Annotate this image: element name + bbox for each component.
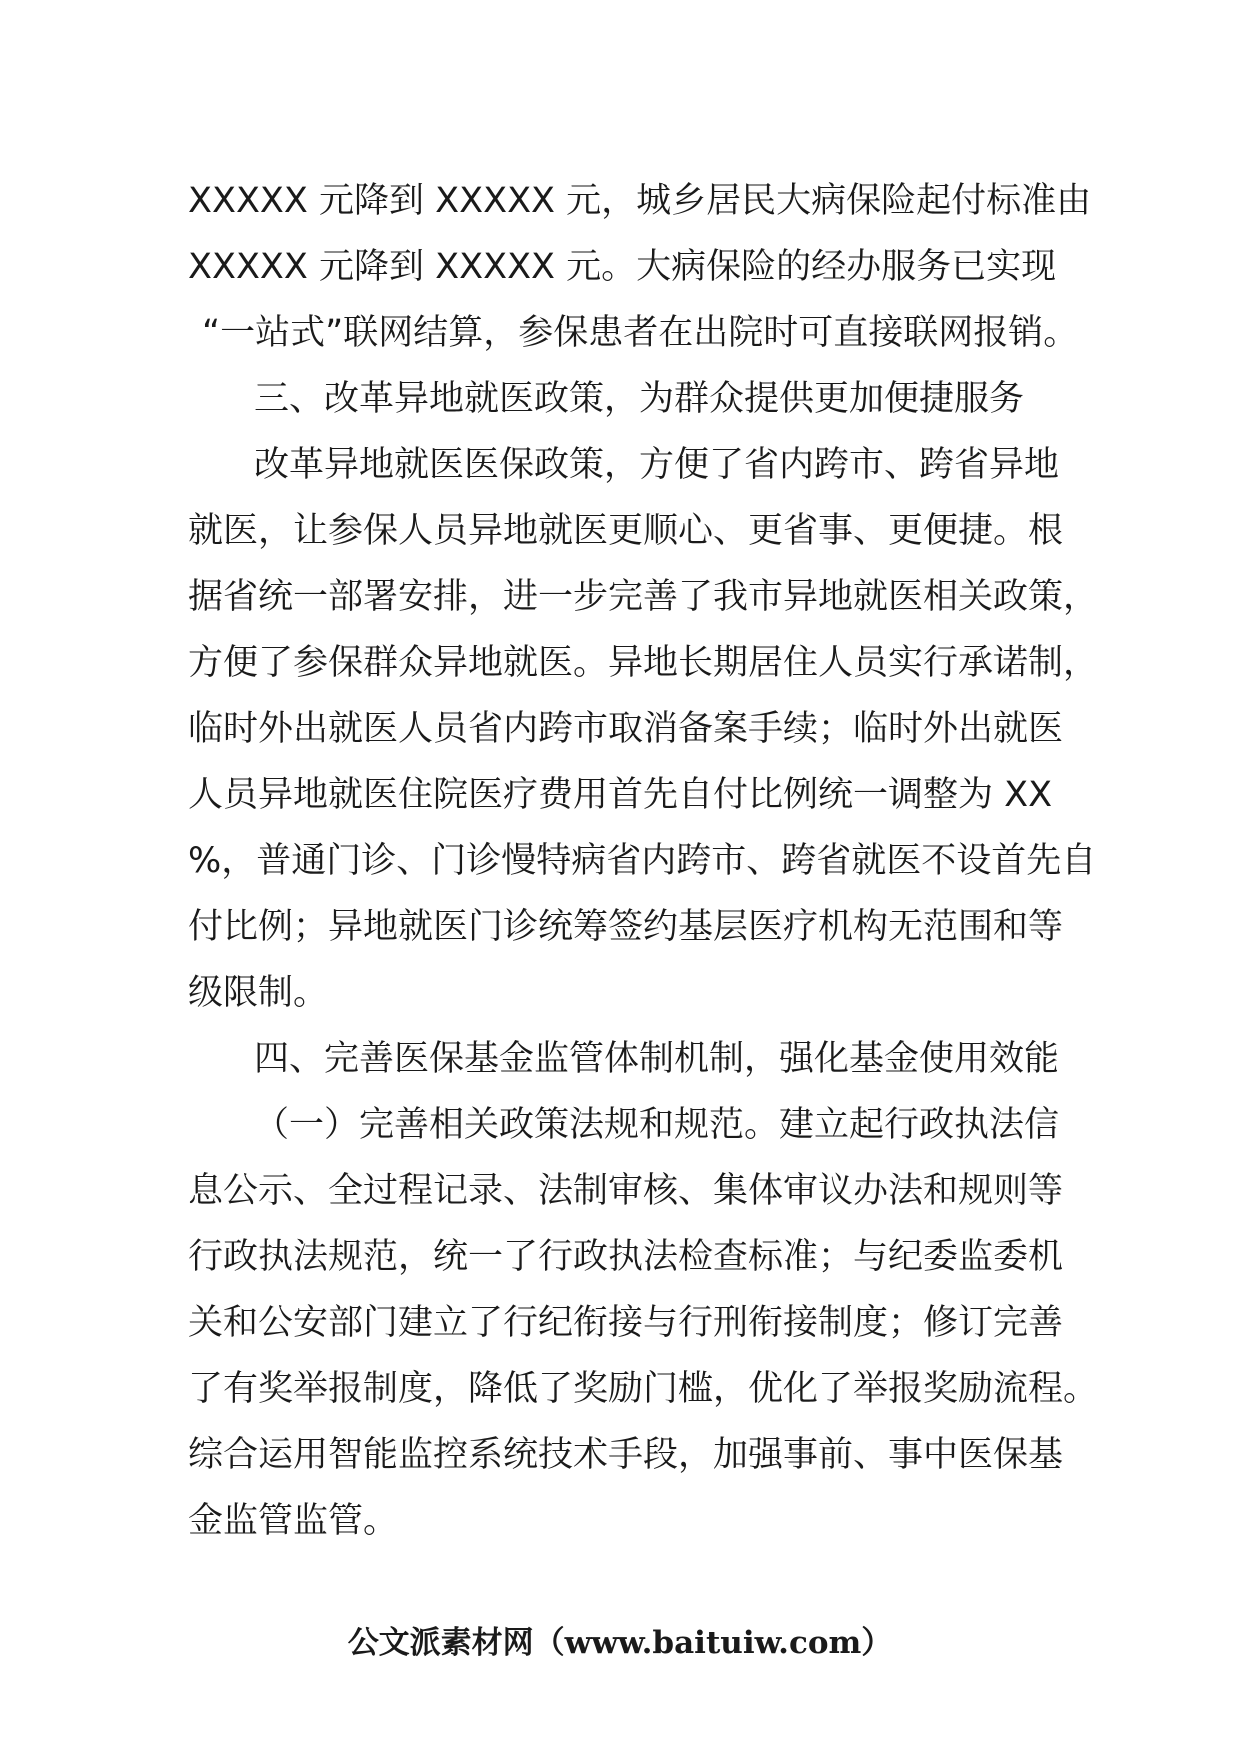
text-line: 三、改革异地就医政策，为群众提供更加便捷服务 xyxy=(254,379,1025,419)
text-line: %，普通门诊、门诊慢特病省内跨市、跨省就医不设首先自 xyxy=(188,841,1097,881)
text-line: 息公示、全过程记录、法制审核、集体审议办法和规则等 xyxy=(188,1171,1064,1211)
text-line: 级限制。 xyxy=(188,973,329,1013)
text-line: 临时外出就医人员省内跨市取消备案手续；临时外出就医 xyxy=(188,709,1064,749)
text-line: XXXXX 元降到 XXXXX 元。大病保险的经办服务已实现 xyxy=(188,247,1057,287)
text-line: 了有奖举报制度，降低了奖励门槛，优化了举报奖励流程。 xyxy=(188,1369,1099,1409)
text-line: 付比例；异地就医门诊统筹签约基层医疗机构无范围和等 xyxy=(188,907,1064,947)
text-line: 综合运用智能监控系统技术手段，加强事前、事中医保基 xyxy=(188,1435,1064,1475)
footer-watermark: 公文派素材网（www.baituiw.com） xyxy=(347,1625,893,1661)
text-line: 行政执法规范，统一了行政执法检查标准；与纪委监委机 xyxy=(188,1237,1064,1277)
text-line: 方便了参保群众异地就医。异地长期居住人员实行承诺制， xyxy=(188,643,1099,683)
text-line: 改革异地就医医保政策，方便了省内跨市、跨省异地 xyxy=(254,445,1060,485)
text-line: “一站式”联网结算，参保患者在出院时可直接联网报销。 xyxy=(202,313,1079,353)
text-line: 四、完善医保基金监管体制机制，强化基金使用效能 xyxy=(254,1039,1060,1079)
document-body xyxy=(188,168,1099,1554)
text-line: 人员异地就医住院医疗费用首先自付比例统一调整为 XX xyxy=(188,775,1053,815)
text-line: 据省统一部署安排，进一步完善了我市异地就医相关政策， xyxy=(188,577,1099,617)
text-line: 金监管监管。 xyxy=(188,1501,399,1541)
text-line: 关和公安部门建立了行纪衔接与行刑衔接制度；修订完善 xyxy=(188,1303,1064,1343)
text-line: XXXXX 元降到 XXXXX 元，城乡居民大病保险起付标准由 xyxy=(188,181,1092,221)
text-line: 就医，让参保人员异地就医更顺心、更省事、更便捷。根 xyxy=(188,511,1064,551)
text-line: （一）完善相关政策法规和规范。建立起行政执法信 xyxy=(254,1105,1060,1145)
